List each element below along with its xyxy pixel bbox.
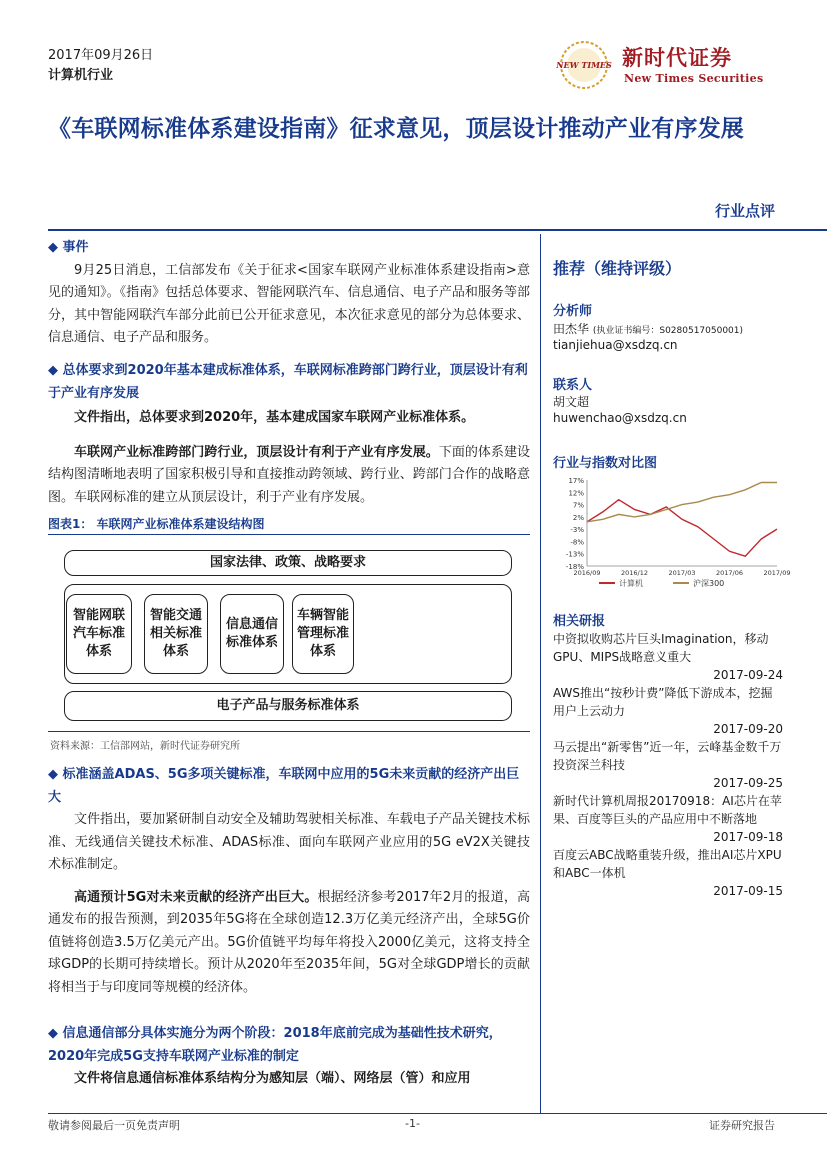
section-heading: ◆ 事件: [48, 240, 89, 255]
x-tick-label: 2017/09: [763, 569, 791, 577]
section-paragraph: 文件指出，要加紧研制自动安全及辅助驾驶相关标准、车载电子产品关键技术标准、无线通信关键技术标准、ADAS标准、面向车联网产业应用的5G eV2X关键技术标准制定。: [48, 812, 530, 872]
structure-diagram: [64, 550, 514, 722]
chart-label: 行业与指数对比图: [553, 456, 658, 471]
report-date: 2017-09-18: [713, 830, 783, 844]
diamond-bullet-icon: ◆: [48, 240, 63, 255]
section-info-comm: [48, 1023, 530, 1091]
report-title[interactable]: 马云提出“新零售”近一年，云峰基金数千万投资深兰科技: [553, 740, 782, 772]
diagram-box: 信息通信标准体系: [220, 594, 284, 674]
y-tick-label: -18%: [565, 563, 584, 571]
y-tick-label: 2%: [572, 513, 584, 522]
diagram-top-box: 国家法律、政策、战略要求: [64, 550, 512, 576]
report-title[interactable]: 中资拟收购芯片巨头Imagination，移动GPU、MIPS战略意义重大: [553, 632, 769, 664]
section-paragraph: 文件指出，总体要求到2020年，基本建成国家车联网产业标准体系。: [74, 410, 475, 425]
reports-label: 相关研报: [553, 614, 606, 629]
report-date: 2017-09-20: [713, 722, 783, 736]
report-date: 2017-09-25: [713, 776, 783, 790]
rating: 推荐（维持评级）: [553, 259, 682, 278]
report-title[interactable]: 百度云ABC战略重装升级，推出AI芯片XPU和ABC一体机: [553, 848, 782, 880]
x-tick-label: 2016/12: [620, 569, 649, 577]
footer-disclaimer[interactable]: 敬请参阅最后一页免责声明: [48, 1119, 180, 1132]
section-event: [48, 237, 530, 350]
contact-email[interactable]: huwenchao@xsdzq.cn: [553, 411, 687, 425]
series-line-computer: [587, 500, 777, 557]
diamond-bullet-icon: ◆: [48, 1026, 63, 1041]
y-tick-label: -8%: [570, 538, 584, 547]
report-title[interactable]: 新时代计算机周报20170918：AI芯片在苹果、百度等巨头的产品应用中不断落地: [553, 794, 782, 826]
page-number: -1-: [405, 1117, 420, 1130]
diagram-bottom-box: 电子产品与服务标准体系: [64, 691, 512, 721]
section-paragraph: 9月25日消息，工信部发布《关于征求<国家车联网产业标准体系建设指南>意见的通知》。《指南》包括总体要求、智能网联汽车、信息通信、电子产品和服务等部分，其中智能网联汽车部分此前已公开征求意见，本次征求意见的部分为总体要求、信息通信、电子产品和服务。: [48, 262, 530, 345]
header-divider: [48, 229, 827, 231]
related-reports: [553, 630, 783, 900]
section-heading: ◆ 总体要求到2020年基本建成标准体系，车联网标准跨部门跨行业，顶层设计有利于产业有序发展: [48, 363, 528, 401]
section-heading: ◆ 标准涵盖ADAS、5G多项关键标准，车联网中应用的5G未来贡献的经济产出巨大: [48, 767, 520, 805]
footer-divider: [48, 1113, 827, 1114]
y-tick-label: 7%: [572, 501, 584, 510]
legend-label: 沪深300: [693, 579, 725, 588]
logo-text-cn: 新时代证券: [622, 45, 732, 70]
logo-mark-text: NEW TIMES: [556, 60, 612, 70]
section-requirements: [48, 360, 530, 509]
figure-title: 图表1： 车联网产业标准体系建设结构图: [48, 517, 265, 531]
contact-name: 胡文超: [553, 395, 590, 409]
doc-type: 行业点评: [714, 202, 775, 220]
section-standards: [48, 764, 530, 999]
diamond-bullet-icon: ◆: [48, 767, 63, 782]
section-paragraph: 高通预计5G对未来贡献的经济产出巨大。根据经济参考2017年2月的报道，高通发布的报告预测，到2035年5G将在全球创造12.3万亿美元经济产出，全球5G价值链将创造3.5万亿美元产出。5G价值链平均每年将投入2000亿美元，这将支持全球GDP的长期可持续增长。预计从2020年至2035年间，5G对全球GDP增长的贡献将相当于与印度同等规模的经济体。: [48, 889, 531, 995]
footer-doc-type: 证券研究报告: [709, 1119, 775, 1132]
report-date: 2017-09-15: [713, 884, 783, 898]
page-title: 《车联网标准体系建设指南》征求意见，顶层设计推动产业有序发展: [48, 116, 744, 142]
section-paragraph: 车联网产业标准跨部门跨行业，顶层设计有利于产业有序发展。下面的体系建设结构图清晰地表明了国家积极引导和直接推动跨领域、跨行业、跨部门合作的战略意图。车联网标准的建立从顶层设计，利于产业有序发展。: [48, 444, 530, 505]
analyst-label: 分析师: [553, 304, 593, 319]
figure-divider: [48, 731, 530, 732]
section-heading: ◆ 信息通信部分具体实施分为两个阶段：2018年底前完成为基础性技术研究，2020年完成5G支持车联网产业标准的制定: [48, 1026, 502, 1064]
contact-label: 联系人: [553, 378, 593, 393]
column-divider: [540, 234, 541, 1114]
x-tick-label: 2017/03: [668, 569, 696, 577]
diagram-box: 智能网联汽车标准体系: [66, 594, 132, 674]
logo-mark: [553, 40, 615, 90]
y-tick-label: 12%: [568, 489, 584, 498]
report-title[interactable]: AWS推出“按秒计费”降低下游成本，挖掘用户上云动力: [553, 686, 773, 718]
figure-divider: [48, 534, 530, 535]
figure-source: 资料来源：工信部网站，新时代证券研究所: [50, 741, 240, 752]
diamond-bullet-icon: ◆: [48, 363, 63, 378]
industry-label: 计算机行业: [48, 68, 114, 83]
analyst-email[interactable]: tianjiehua@xsdzq.cn: [553, 338, 678, 352]
legend-label: 计算机: [619, 579, 643, 588]
x-tick-label: 2016/09: [573, 569, 601, 577]
report-date: 2017年09月26日: [48, 48, 154, 63]
logo-text-en: New Times Securities: [624, 72, 764, 85]
report-date: 2017-09-24: [713, 668, 783, 682]
comparison-chart: [553, 474, 791, 596]
analyst-info: 田杰华 (执业证书编号：S0280517050001): [553, 322, 744, 336]
y-tick-label: -13%: [565, 550, 584, 559]
diagram-box: 智能交通相关标准体系: [144, 594, 208, 674]
y-tick-label: -3%: [570, 526, 584, 535]
x-tick-label: 2017/06: [715, 569, 744, 577]
y-tick-label: 17%: [568, 477, 584, 485]
diagram-box: 车辆智能管理标准体系: [292, 594, 354, 674]
section-paragraph: 文件将信息通信标准体系结构分为感知层（端）、网络层（管）和应用: [74, 1071, 471, 1086]
